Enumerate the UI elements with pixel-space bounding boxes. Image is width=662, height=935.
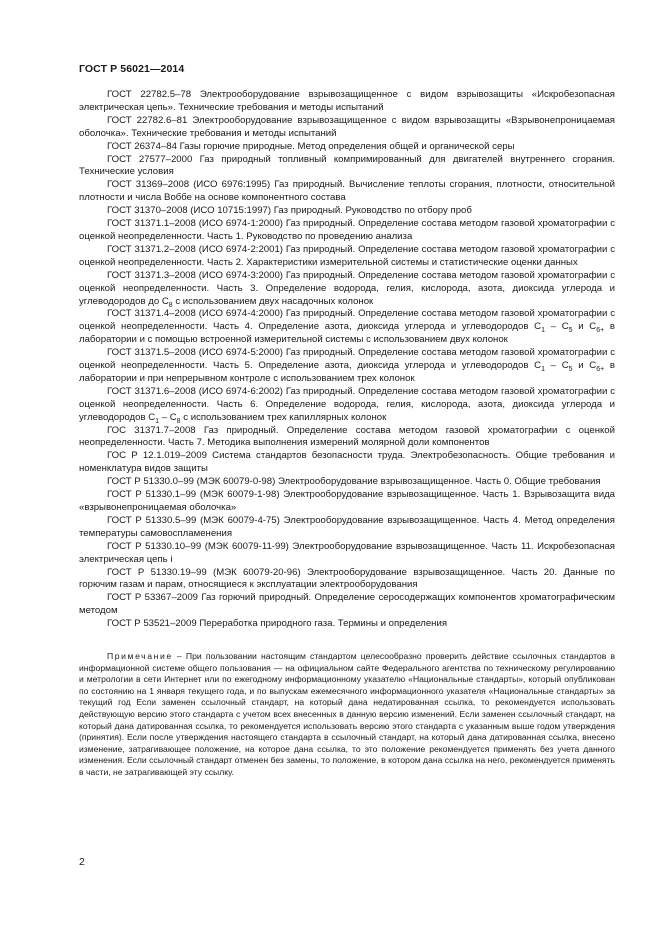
reference-item: ГОСТ Р 51330.1–99 (МЭК 60079-1-98) Электрооборудование взрывозащищенное. Часть 1. Взрывозащита вида «взрывонепроницаемая оболочка» — [79, 489, 615, 513]
reference-item-31371-3 — [79, 270, 615, 309]
reference-item-31371-5 — [79, 347, 615, 386]
subscript: 1 — [155, 417, 160, 425]
reference-item: ГОС Р 12.1.019–2009 Система стандартов безопасности труда. Электробезопасность. Общие требования и номенклатура видов защиты — [79, 450, 615, 475]
reference-text: в лаборатории и с помощью встроенной измерительной системы с использованием двух колонок — [79, 321, 615, 346]
note-text: При пользовании настоящим стандартом целесообразно проверить действие ссылочных стандартов в информационной системе общего пользования — на официальном сайте Федерального агентства по техническому регулированию и метрологии в сети Интернет или по ежегодному информационному указателю «Национальные стандарты», который опубликован по состоянию на 1 января текущего года, и по выпускам ежемесячного информационного указателя «Национальные стандарты» за текущий год Если заменен ссылочный стандарт, на который дана недатированная ссылка, то рекомендуется использовать действующую версию этого стандарта с учетом всех внесенных в данную версию изменений. Если заменен ссылочный стандарт, на который дана датированная ссылка, то рекомендуется использовать версию этого стандарта с указанным выше годом утверждения (принятия). Если после утверждения настоящего стандарта в ссылочный стандарт, на который дана датированная ссылка, внесено изменение, затрагивающее положение, на которое дана ссылка, то это положение рекомендуется применять без учета данного изменения. Если ссылочный стандарт отменен без замены, то положение, в котором дана ссылка на него, рекомендуется применять в части, не затрагивающей эту ссылку. — [79, 651, 616, 777]
subscript: 5 — [568, 327, 573, 335]
reference-item: ГОСТ Р 51330.10–99 (МЭК 60079-11-99) Электрооборудование взрывозащищенное. Часть 11. Искробезопасная электрическая цепь i — [79, 540, 615, 565]
reference-item: ГОСТ Р 53521–2009 Переработка природного газа. Термины и определения — [107, 618, 448, 630]
reference-item: ГОСТ 31371.1–2008 (ИСО 6974-1:2000) Газ природный. Определение состава методом газовой хроматографии с оценкой неопределенности. Часть 1. Руководство по проведению анализа — [79, 218, 615, 242]
reference-item: ГОСТ 22782.5–78 Электрооборудование взрывозащищенное с видом взрывозащиты «Искробезопасная электрическая цепь». Технические требования и методы испытаний — [79, 89, 615, 113]
reference-text: ГОСТ 31371.4–2008 (ИСО 6974-4:2000) Газ природный. Определение состава методом газовой хроматографии с оценкой неопределенности. Часть 4. Определение азота, диоксида углерода и углеводородов C — [79, 308, 615, 333]
reference-item: ГОСТ 31370–2008 (ИСО 10715:1997) Газ природный. Руководство по отбору проб — [107, 205, 472, 217]
reference-text: с использованием двух насадочных колонок — [172, 295, 374, 307]
reference-text: ГОСТ 31371.6–2008 (ИСО 6974-6:2002) Газ природный. Определение состава методом газовой хроматографии с оценкой неопределенности. Часть 6. Определение водорода, гелия, кислорода, азота, диоксида углерода и углеводородов C — [79, 385, 615, 423]
reference-item-31371-4 — [79, 308, 615, 347]
page-number: 2 — [79, 856, 85, 868]
reference-item: ГОСТ 27577–2000 Газ природный топливный компримированный для двигателей внутреннего сгорания. Технические условия — [79, 153, 615, 178]
reference-text: – C — [159, 411, 177, 423]
reference-text: – C — [544, 360, 569, 372]
reference-item: ГОСТ Р 51330.0–99 (МЭК 60079-0-98) Электрооборудование взрывозащищенное. Часть 0. Общие требования — [107, 476, 601, 488]
reference-item: ГОСТ Р 51330.19–99 (МЭК 60079-20-96) Электрооборудование взрывозащищенное. Часть 20. Данные по горючим газам и парам, относящиеся к эксплуатации электрооборудования — [79, 566, 615, 591]
reference-item-31371-6 — [79, 386, 615, 425]
subscript: 1 — [541, 327, 545, 335]
reference-text: – C — [544, 321, 569, 333]
subscript: 6+ — [596, 365, 605, 373]
document-header: ГОСТ Р 56021—2014 — [79, 63, 185, 75]
subscript: 8 — [168, 301, 173, 309]
reference-text: ГОСТ 31371.5–2008 (ИСО 6974-5:2000) Газ природный. Определение состава методом газовой хроматографии с оценкой неопределенности. Часть 5. Определение азота, диоксида углерода и углеводородов C — [79, 347, 615, 372]
reference-item: ГОСТ Р 51330.5–99 (МЭК 60079-4-75) Электрооборудование взрывозащищенное. Часть 4. Метод определения температуры самовоспламенения — [79, 514, 615, 539]
reference-item: ГОСТ 26374–84 Газы горючие природные. Метод определения общей и органической серы — [107, 140, 515, 152]
reference-item: ГОСТ Р 53367–2009 Газ горючий природный. Определение серосодержащих компонентов хроматографическим методом — [79, 592, 615, 617]
reference-item: ГОСТ 22782.6–81 Электрооборудование взрывозащищенное с видом взрывозащиты «Взрывонепроницаемая оболочка». Технические требования и методы испытаний — [79, 114, 615, 139]
note-dash: – — [172, 651, 186, 662]
subscript: 8 — [176, 417, 181, 425]
note-label: Примечание — [107, 651, 173, 662]
reference-text: ГОСТ 31371.3–2008 (ИСО 6974-3:2000) Газ природный. Определение состава методом газовой хроматографии с оценкой неопределенности. Часть 3. Определение водорода, гелия, кислорода, азота, диоксида углерода и углеводородов до C — [79, 269, 615, 307]
reference-text: и C — [572, 321, 597, 333]
reference-text: в лаборатории и при непрерывном контроле с использованием трех колонок — [79, 360, 615, 384]
reference-item: ГОСТ 31369–2008 (ИСО 6976:1995) Газ природный. Вычисление теплоты сгорания, плотности, относительной плотности и числа Воббе на основе компонентного состава — [79, 179, 615, 204]
reference-item: ГОС 31371.7–2008 Газ природный. Определение состава методом газовой хроматографии с оценкой неопределенности. Часть 7. Методика выполнения измерений молярной доли компонентов — [79, 424, 615, 449]
subscript: 5 — [568, 365, 573, 373]
reference-text: с использованием трех капиллярных колонок — [180, 411, 387, 423]
reference-text: и C — [572, 360, 597, 372]
reference-item: ГОСТ 31371.2–2008 (ИСО 6974-2:2001) Газ природный. Определение состава методом газовой хроматографии с оценкой неопределенности. Часть 2. Характеристики измерительной системы и статистические оценки данных — [79, 243, 615, 268]
subscript: 6+ — [596, 327, 605, 335]
normative-references — [79, 89, 615, 779]
subscript: 1 — [541, 365, 545, 373]
note-paragraph — [79, 651, 615, 779]
